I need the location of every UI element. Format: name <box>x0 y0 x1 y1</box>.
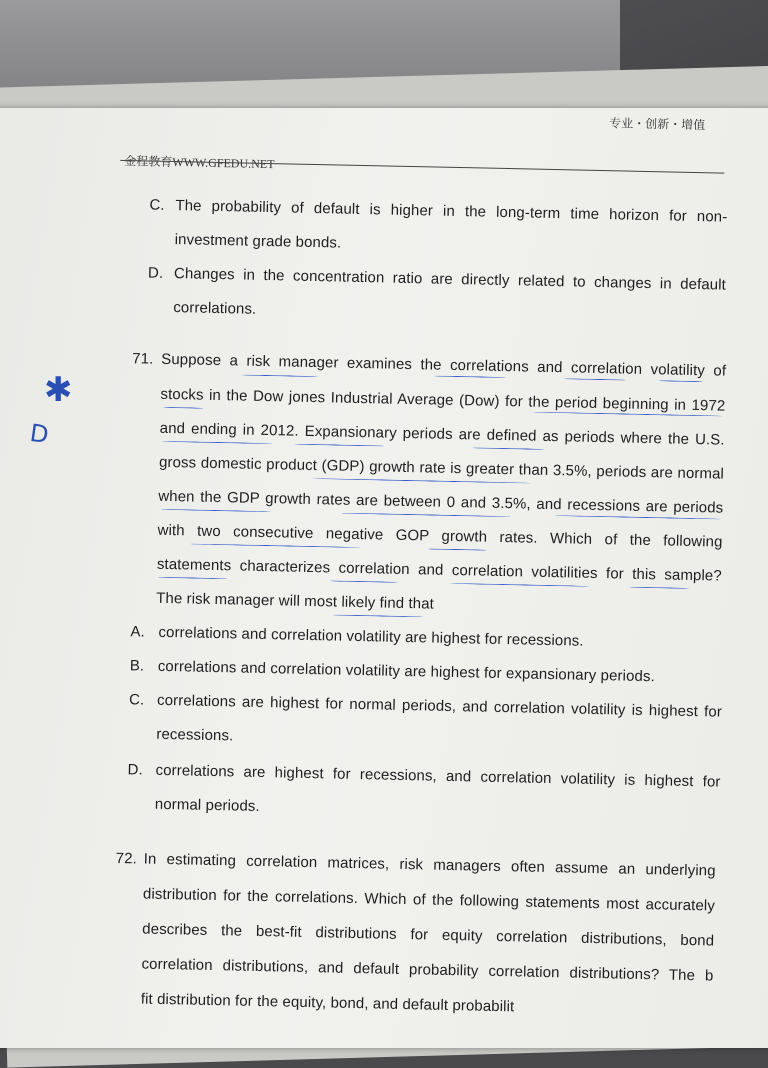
q71-line-4: gross domestic product (GDP) growth rate is greater than 3.5%, periods are normal <box>159 454 724 483</box>
q71-option-d-line1: correlations are highest for recessions, and correlation volatility is highest for <box>155 762 720 791</box>
q71-line-1: Suppose a risk manager examines the correlations and correlation volatility of <box>161 351 726 380</box>
answer-mark-d: D <box>28 419 50 449</box>
pen-underline <box>190 543 360 548</box>
q70-option-c-letter: C. <box>149 197 165 214</box>
q70-option-d-line2: correlations. <box>173 299 256 318</box>
q70-option-d-line1: Changes in the concentration ratio are directly related to changes in default <box>174 265 726 294</box>
q72-line-4: correlation distributions, and default probability correlation distributions? The b <box>141 956 713 985</box>
q71-option-c-line2: recessions. <box>156 726 233 745</box>
q72-line-1: In estimating correlation matrices, risk managers often assume an underlying <box>144 851 716 880</box>
pen-underline <box>659 380 703 382</box>
pen-underline <box>450 583 590 587</box>
pen-underline <box>428 548 486 550</box>
q70-option-d-letter: D. <box>148 265 164 282</box>
q72-number: 72. <box>116 850 138 867</box>
q72-line-3: describes the best-fit distributions for equity correlation distributions, bond <box>142 921 714 950</box>
q71-line-6: with two consecutive negative GOP growth rates. Which of the following <box>157 522 722 551</box>
pen-underline <box>162 441 272 444</box>
pen-underline <box>330 580 398 582</box>
q71-number: 71. <box>132 350 154 367</box>
pen-underline <box>158 577 228 579</box>
q71-option-d-letter: D. <box>127 761 143 778</box>
header-slogan: 专业・创新・增值 <box>609 114 705 133</box>
q71-option-c-letter: C. <box>129 691 145 708</box>
q72-line-2: distribution for the correlations. Which of the following statements most accurately <box>143 886 715 915</box>
q71-line-5: when the GDP growth rates are between 0 and 3.5%, and recessions are periods <box>158 488 723 517</box>
q70-option-c-line1: The probability of default is higher in the long-term time horizon for non- <box>175 197 727 226</box>
q71-option-b-text: correlations and correlation volatility are highest for expansionary periods. <box>158 658 655 685</box>
q71-option-a-letter: A. <box>130 623 145 640</box>
pen-underline <box>312 478 532 484</box>
q71-option-b-letter: B. <box>130 657 145 674</box>
q72-line-5: fit distribution for the equity, bond, and default probabilit <box>141 991 515 1016</box>
q71-line-8: The risk manager will most likely find that <box>156 590 434 613</box>
pen-underline <box>333 614 423 617</box>
header-site: 金程教育WWW.GFEDU.NET <box>124 152 275 172</box>
pen-underline <box>434 376 506 379</box>
q70-option-c-line2: investment grade bonds. <box>175 231 342 251</box>
q71-line-7: statements characterizes correlation and correlation volatilities for this sample? <box>157 556 722 585</box>
star-mark-icon: ✱ <box>44 370 73 410</box>
pen-underline <box>472 447 544 450</box>
q71-option-c-line1: correlations are highest for normal periods, and correlation volatility is highest for <box>157 692 722 721</box>
pen-underline <box>161 509 271 512</box>
q71-option-d-line2: normal periods. <box>155 796 260 815</box>
q71-line-3: and ending in 2012. Expansionary periods are defined as periods where the U.S. <box>160 420 725 449</box>
pen-underline <box>294 444 384 447</box>
q71-line-2: stocks in the Dow jones Industrial Average (Dow) for the period beginning in 1972 <box>160 386 725 415</box>
pen-underline <box>341 513 511 518</box>
pen-underline <box>630 587 690 589</box>
pen-underline <box>242 375 318 378</box>
q71-option-a-text: correlations and correlation volatility are highest for recessions. <box>158 624 584 650</box>
pen-underline <box>163 407 203 409</box>
pen-underline <box>564 378 626 380</box>
